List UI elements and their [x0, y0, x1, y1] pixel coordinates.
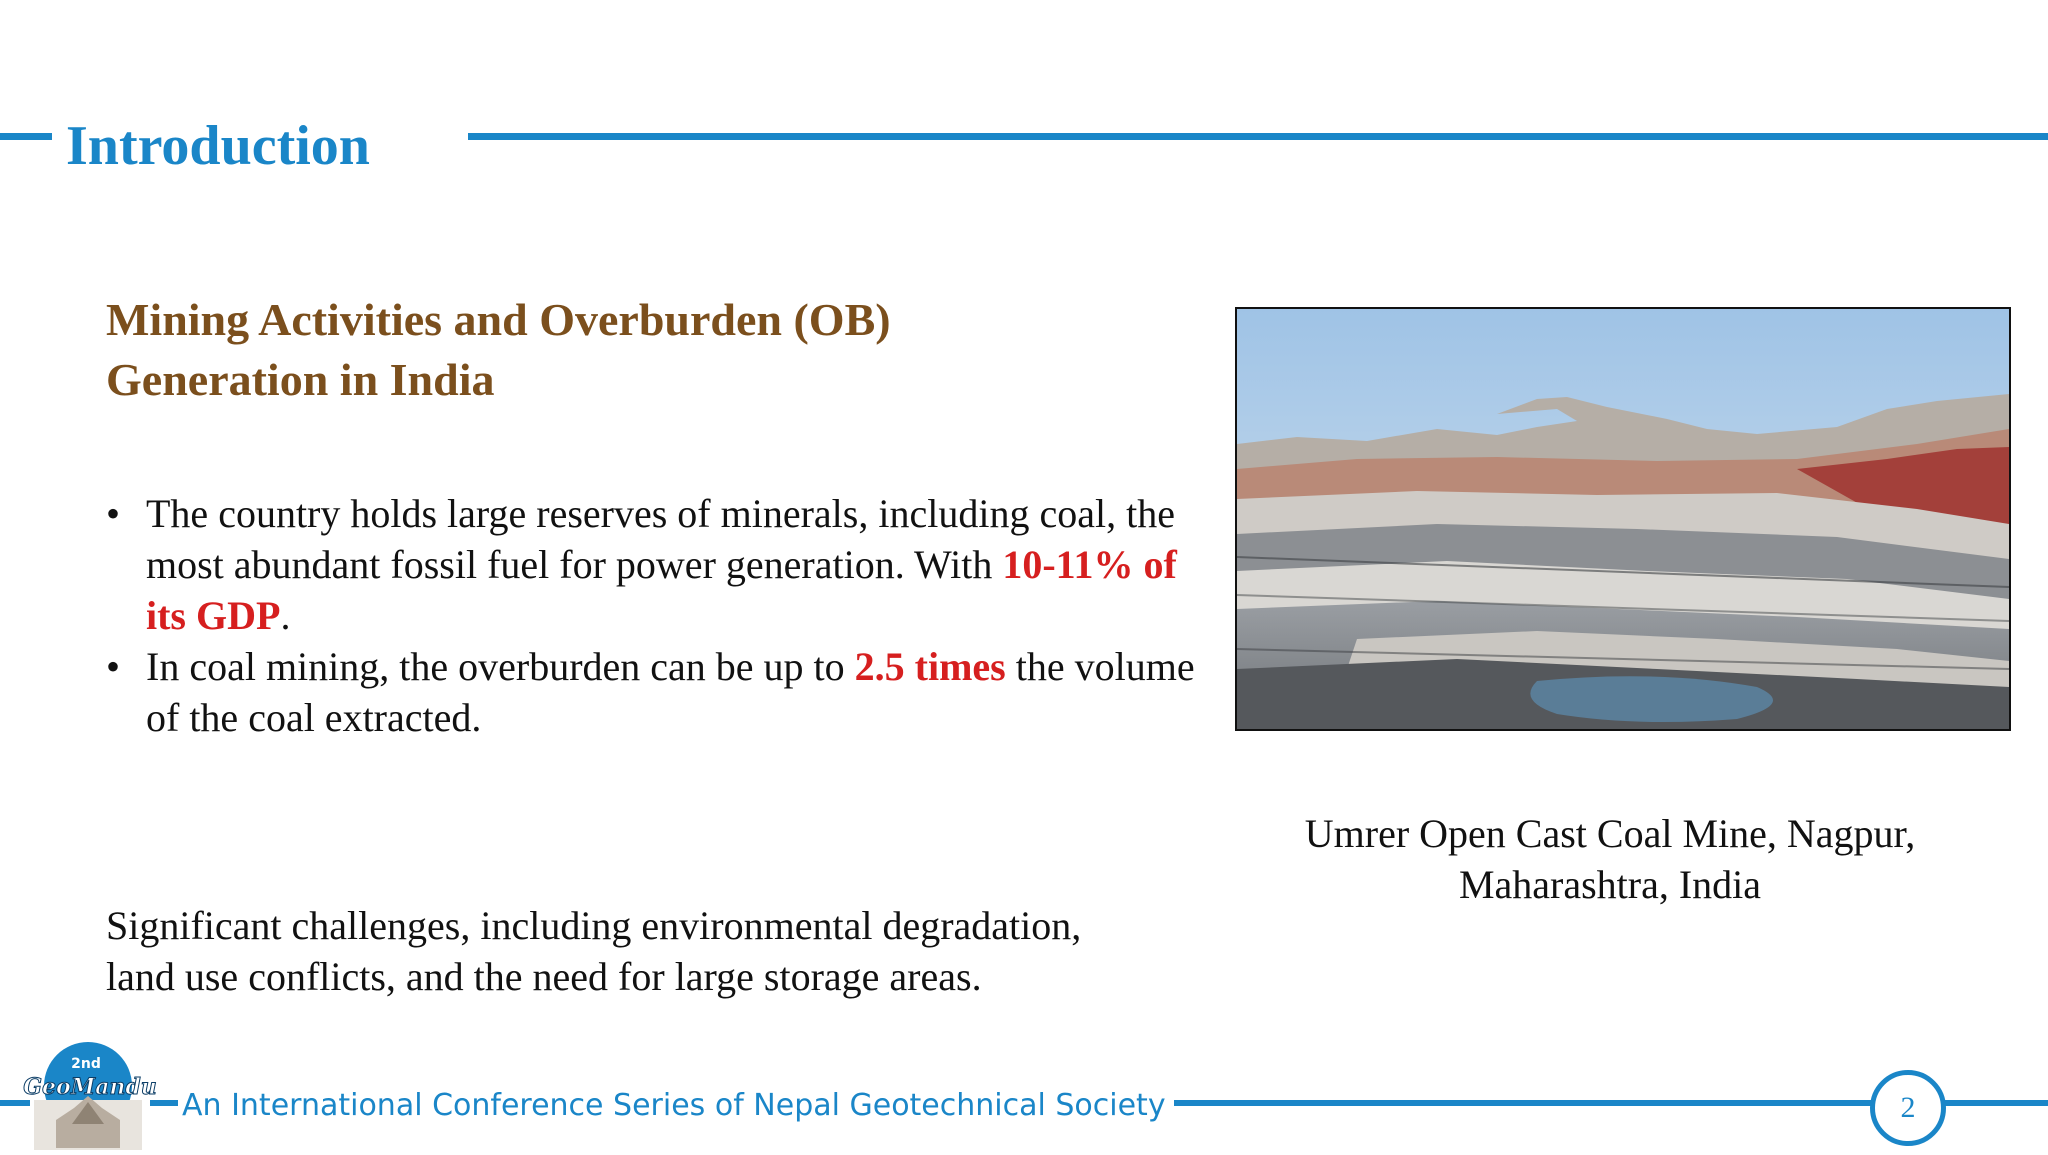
bullet-highlight: 2.5 times: [854, 644, 1006, 689]
page-number: 2: [1870, 1070, 1946, 1146]
header-rule-left: [0, 133, 52, 140]
bullet-text-end: .: [280, 593, 291, 638]
challenges-paragraph: [106, 900, 1206, 1002]
slide-title: Introduction: [66, 115, 370, 177]
logo-edition-text: 2nd: [71, 1056, 101, 1072]
caption-line-2: Maharashtra, India: [1458, 862, 1762, 907]
challenges-line-2: land use conflicts, and the need for large storage areas.: [106, 954, 982, 999]
bullet-text-end: the volume of the coal extracted.: [146, 644, 1195, 740]
bullet-item: [106, 641, 1206, 743]
bullet-item: [106, 488, 1206, 641]
bullet-icon: •: [106, 491, 121, 536]
footer-conference-text: An International Conference Series of Nepal Geotechnical Society: [178, 1084, 1174, 1128]
geomandu-logo: [16, 1038, 166, 1150]
subtitle-line-2: Generation in India: [106, 354, 495, 405]
photo-caption: [1230, 808, 1990, 910]
bullet-icon: •: [106, 644, 121, 689]
challenges-line-1: Significant challenges, including environmental degradation,: [106, 903, 1082, 948]
bullet-list: [106, 488, 1206, 743]
logo-name-text: GeoMandu: [23, 1074, 157, 1100]
bullet-text: In coal mining, the overburden can be up to: [146, 644, 855, 689]
caption-line-1: Umrer Open Cast Coal Mine, Nagpur,: [1304, 811, 1916, 856]
mine-photo: [1235, 307, 2011, 731]
subtitle-line-1: Mining Activities and Overburden (OB): [106, 294, 891, 345]
header-rule-right: [468, 133, 2048, 140]
bullet-highlight: 10-11% of its GDP: [146, 542, 1177, 638]
slide-subtitle: [106, 290, 1006, 410]
bullet-text: The country holds large reserves of minerals, including coal, the most abundant fossil fuel for power generation. With: [146, 491, 1175, 587]
